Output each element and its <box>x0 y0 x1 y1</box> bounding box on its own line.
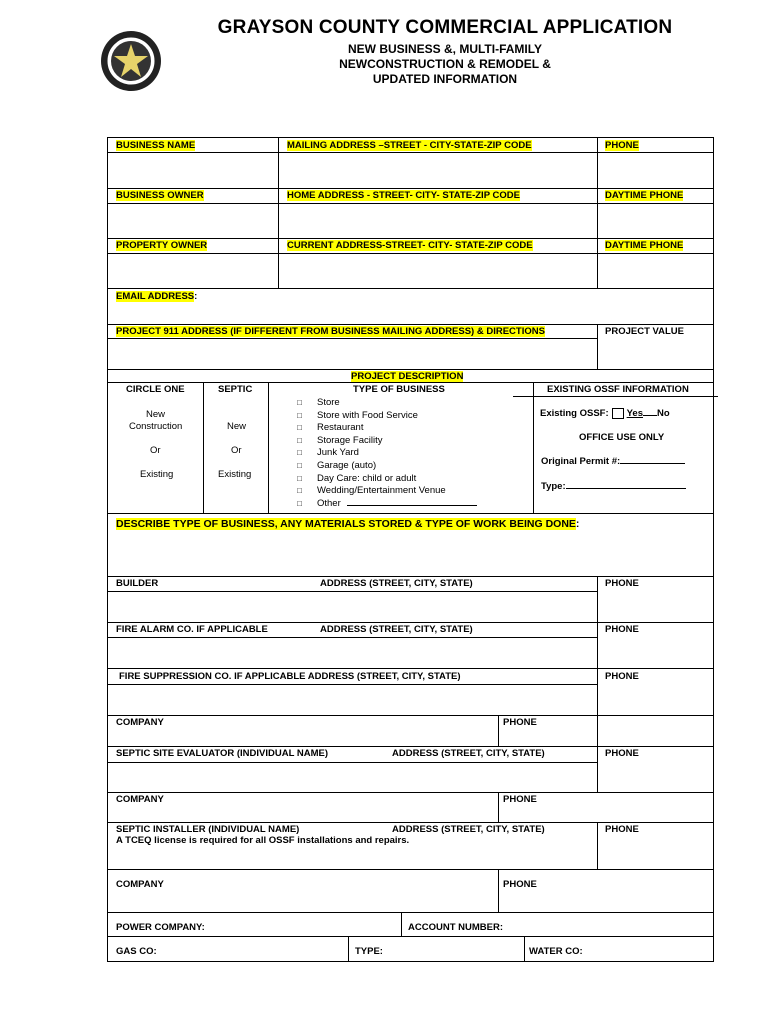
type-label: TYPE: <box>355 946 383 957</box>
septic-installer-field[interactable] <box>108 848 597 869</box>
other-blank-line <box>347 505 477 506</box>
business-type-item[interactable]: □ Other <box>296 498 477 511</box>
home-address-label: HOME ADDRESS - STREET- CITY- STATE-ZIP CODE <box>287 190 520 201</box>
project-911-field[interactable] <box>108 339 597 369</box>
business-owner-field[interactable] <box>108 204 278 238</box>
fire-suppression-label: FIRE SUPPRESSION CO. IF APPLICABLE ADDRESS (STREET, CITY, STATE) <box>119 671 461 682</box>
original-permit-label: Original Permit #: <box>541 456 685 467</box>
county-seal-logo <box>100 30 162 92</box>
daytime-phone-label: DAYTIME PHONE <box>605 190 684 201</box>
company-label: COMPANY <box>116 717 164 728</box>
ossf-checkbox[interactable] <box>612 408 624 419</box>
office-use-label: OFFICE USE ONLY <box>579 432 665 443</box>
project-value-label: PROJECT VALUE <box>605 326 685 337</box>
daytime-phone-field[interactable] <box>598 204 713 238</box>
type-of-business-label: TYPE OF BUSINESS <box>353 384 445 395</box>
septic-installer-address-label: ADDRESS (STREET, CITY, STATE) <box>392 824 545 835</box>
fire-suppression-field[interactable] <box>108 685 597 715</box>
mailing-address-label: MAILING ADDRESS –STREET - CITY-STATE-ZIP CODE <box>287 140 532 151</box>
business-type-item[interactable]: □ Junk Yard <box>297 447 359 459</box>
power-company-label: POWER COMPANY: <box>116 922 205 933</box>
company-label: COMPANY <box>116 794 164 805</box>
existing-ossf-label: Existing OSSF: Yes No <box>540 408 670 420</box>
current-address-field[interactable] <box>279 254 597 288</box>
application-form <box>107 137 714 962</box>
gas-co-label: GAS CO: <box>116 946 157 957</box>
account-number-label: ACCOUNT NUMBER: <box>408 922 503 933</box>
property-owner-field[interactable] <box>108 254 278 288</box>
business-type-list <box>296 397 477 510</box>
business-type-item[interactable]: □ Garage (auto) <box>297 459 377 471</box>
company-phone-label: PHONE <box>503 717 537 728</box>
fire-alarm-field[interactable] <box>108 638 597 668</box>
business-type-item[interactable]: □ Wedding/Entertainment Venue <box>297 485 446 497</box>
tceq-note: A TCEQ license is required for all OSSF installations and repairs. <box>116 835 410 846</box>
septic-evaluator-address-label: ADDRESS (STREET, CITY, STATE) <box>392 748 545 759</box>
existing-ossf-info-label: EXISTING OSSF INFORMATION <box>547 384 689 395</box>
septic-evaluator-label: SEPTIC SITE EVALUATOR (INDIVIDUAL NAME) <box>116 748 329 759</box>
describe-business-label: DESCRIBE TYPE OF BUSINESS, ANY MATERIALS STORED & TYPE OF WORK BEING DONE: <box>116 518 580 530</box>
company-phone-label: PHONE <box>503 794 537 805</box>
water-co-label: WATER CO: <box>529 946 583 957</box>
fire-alarm-label: FIRE ALARM CO. IF APPLICABLE <box>116 624 268 635</box>
circle-one-label: CIRCLE ONE <box>126 384 185 395</box>
project-911-label: PROJECT 911 ADDRESS (IF DIFFERENT FROM BUSINESS MAILING ADDRESS) & DIRECTIONS <box>116 326 545 337</box>
septic-evaluator-field[interactable] <box>108 763 597 792</box>
business-name-label: BUSINESS NAME <box>116 140 196 151</box>
septic-existing-option[interactable]: Existing <box>218 469 252 480</box>
builder-label: BUILDER <box>116 578 159 589</box>
business-owner-label: BUSINESS OWNER <box>116 190 204 201</box>
project-value-field[interactable] <box>598 339 713 369</box>
new-construction-option-line2[interactable]: Construction <box>129 421 183 432</box>
fire-suppression-phone-label: PHONE <box>605 671 639 682</box>
describe-business-field[interactable] <box>108 532 713 576</box>
form-title: GRAYSON COUNTY COMMERCIAL APPLICATION <box>217 17 673 38</box>
business-type-item[interactable]: □ Store with Food Service <box>297 409 418 421</box>
business-type-item[interactable]: □ Store <box>297 397 340 408</box>
business-name-field[interactable] <box>108 153 278 188</box>
new-construction-option[interactable]: New <box>146 409 166 420</box>
phone-field[interactable] <box>598 153 713 188</box>
phone-label: PHONE <box>605 140 639 151</box>
existing-option[interactable]: Existing <box>140 469 174 480</box>
company-label: COMPANY <box>116 879 164 890</box>
business-type-item[interactable]: □ Storage Facility <box>297 434 383 446</box>
subtitle-line: NEW BUSINESS &, MULTI-FAMILY <box>347 42 542 56</box>
daytime-phone-field-2[interactable] <box>598 254 713 288</box>
company-phone-label: PHONE <box>503 879 537 890</box>
mailing-address-field[interactable] <box>279 153 597 188</box>
business-type-item[interactable]: □ Restaurant <box>297 422 364 434</box>
ossf-top-line <box>513 396 718 397</box>
email-field[interactable] <box>218 289 713 324</box>
septic-installer-label: SEPTIC INSTALLER (INDIVIDUAL NAME) <box>116 824 300 835</box>
septic-or-text: Or <box>231 445 242 456</box>
form-subtitle <box>180 42 710 87</box>
fire-alarm-address-label: ADDRESS (STREET, CITY, STATE) <box>320 624 473 635</box>
or-text: Or <box>150 445 161 456</box>
septic-new-option[interactable]: New <box>227 421 247 432</box>
builder-address-label: ADDRESS (STREET, CITY, STATE) <box>320 578 473 589</box>
current-address-label: CURRENT ADDRESS-STREET- CITY- STATE-ZIP CODE <box>287 240 533 251</box>
daytime-phone-label: DAYTIME PHONE <box>605 240 684 251</box>
project-description-label: PROJECT DESCRIPTION <box>351 371 464 382</box>
septic-evaluator-phone-label: PHONE <box>605 748 639 759</box>
divider <box>108 188 713 189</box>
home-address-field[interactable] <box>279 204 597 238</box>
builder-field[interactable] <box>108 592 597 622</box>
ossf-type-label: Type: <box>541 481 686 492</box>
septic-installer-phone-label: PHONE <box>605 824 639 835</box>
email-label: EMAIL ADDRESS: <box>116 291 198 302</box>
fire-alarm-phone-label: PHONE <box>605 624 639 635</box>
subtitle-line: NEWCONSTRUCTION & REMODEL & <box>339 57 551 71</box>
builder-phone-label: PHONE <box>605 578 639 589</box>
business-type-item[interactable]: □ Day Care: child or adult <box>297 472 417 484</box>
property-owner-label: PROPERTY OWNER <box>116 240 208 251</box>
subtitle-line: UPDATED INFORMATION <box>372 72 518 86</box>
septic-label: SEPTIC <box>218 384 253 395</box>
